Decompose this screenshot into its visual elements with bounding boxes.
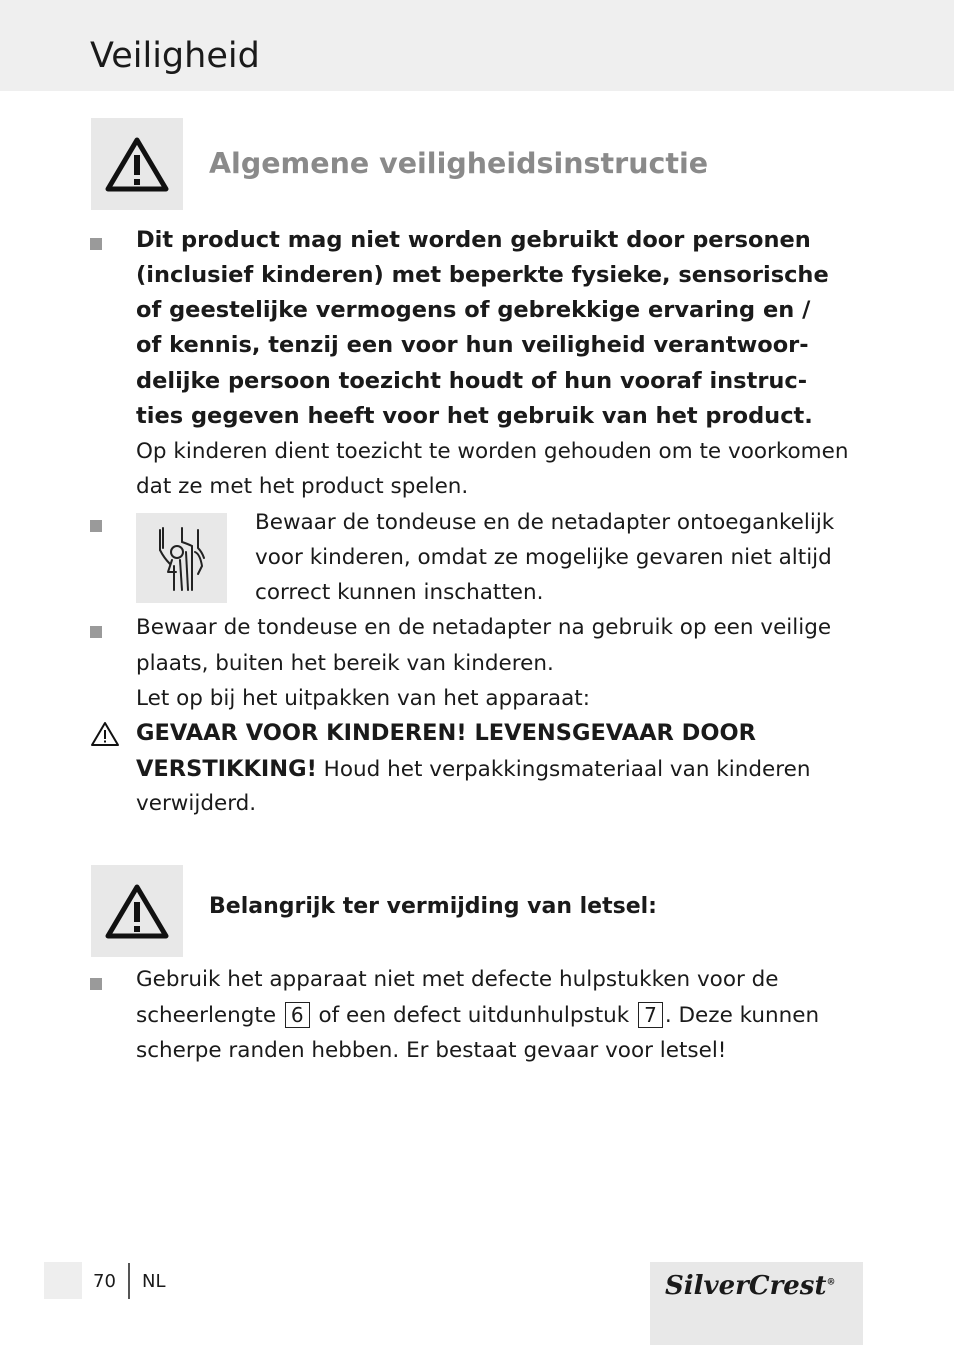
- block4-line: scherpe randen hebben. Er bestaat gevaar voor letsel!: [136, 1038, 727, 1063]
- child-safety-icon: [152, 524, 212, 592]
- block2-line: correct kunnen inschatten.: [255, 580, 544, 605]
- block1-bold-line: delijke persoon toezicht houdt of hun vooraf instruc-: [136, 368, 808, 394]
- child-safety-box: [136, 513, 227, 603]
- brand-logo: [665, 1271, 835, 1301]
- block1-line: Op kinderen dient toezicht te worden gehouden om te voorkomen: [136, 439, 849, 464]
- warning-triangle-icon: [105, 883, 169, 939]
- brand-name: SilverCrest: [665, 1271, 827, 1301]
- block1-line: dat ze met het product spelen.: [136, 474, 469, 499]
- block3-line: Let op bij het uitpakken van het apparaat:: [136, 686, 590, 711]
- registered-mark: ®: [826, 1277, 836, 1288]
- section-heading: Algemene veiligheidsinstructie: [209, 147, 709, 180]
- block3-line: Bewaar de tondeuse en de netadapter na gebruik op een veilige: [136, 615, 832, 640]
- footer-divider: [128, 1263, 130, 1299]
- sub-heading: Belangrijk ter vermijding van letsel:: [209, 894, 657, 919]
- bullet: [90, 978, 102, 990]
- block4-line: [136, 1002, 819, 1028]
- block1-bold-line: Dit product mag niet worden gebruikt door personen: [136, 227, 811, 253]
- bullet: [90, 520, 102, 532]
- block4-line: Gebruik het apparaat niet met defecte hulpstukken voor de: [136, 967, 779, 992]
- block4-text: of een defect uitdunhulpstuk: [318, 1003, 630, 1028]
- block4-text: scheerlengte: [136, 1003, 277, 1028]
- block4-text: . Deze kunnen: [664, 1003, 820, 1028]
- block2-line: Bewaar de tondeuse en de netadapter ontoegankelijk: [255, 510, 835, 535]
- block1-bold-line: (inclusief kinderen) met beperkte fysieke, sensorische: [136, 262, 829, 288]
- part-reference-badge: 7: [638, 1002, 663, 1028]
- block1-bold-line: of kennis, tenzij een voor hun veiligheid verantwoor-: [136, 332, 809, 358]
- warning-line: [136, 756, 810, 782]
- page-number: 70: [93, 1271, 116, 1292]
- warning-box: [91, 118, 183, 210]
- block2-line: voor kinderen, omdat ze mogelijke gevaren niet altijd: [255, 545, 832, 570]
- block3-line: plaats, buiten het bereik van kinderen.: [136, 651, 554, 676]
- page-title: Veiligheid: [90, 36, 260, 76]
- warning-line: GEVAAR VOOR KINDEREN! LEVENSGEVAAR DOOR: [136, 720, 756, 746]
- bullet: [90, 626, 102, 638]
- footer-marker: [44, 1262, 82, 1299]
- warning-triangle-icon: [105, 136, 169, 192]
- warning-line: verwijderd.: [136, 791, 257, 816]
- part-reference-badge: 6: [285, 1002, 310, 1028]
- warning-bold: VERSTIKKING!: [136, 756, 317, 782]
- warning-text: Houd het verpakkingsmateriaal van kinderen: [316, 757, 811, 782]
- block1-bold-line: ties gegeven heeft voor het gebruik van het product.: [136, 403, 813, 429]
- bullet: [90, 238, 102, 250]
- block1-bold-line: of geestelijke vermogens of gebrekkige ervaring en /: [136, 297, 811, 323]
- language-code: NL: [142, 1271, 166, 1292]
- warning-box: [91, 865, 183, 957]
- warning-triangle-icon: [90, 721, 120, 747]
